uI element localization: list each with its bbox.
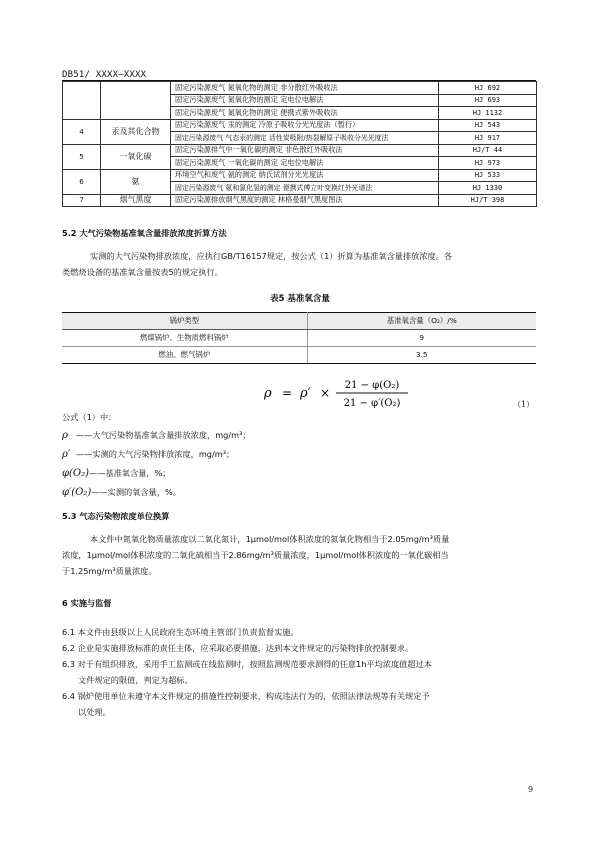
section-5-2-para-line2: 类燃烧设备的基准氧含量按表5的规定执行。 — [62, 267, 223, 277]
formula-numerator: 21 − φ(O₂) — [344, 380, 400, 391]
table-row — [63, 82, 537, 95]
legend-item — [62, 449, 234, 460]
pollutant-name: 汞及其化合物 — [101, 119, 171, 144]
standard-number: HJ 692 — [439, 82, 537, 95]
legend-symbol: ρ′ — [62, 449, 71, 460]
method-name: 固定污染源废气 氮氧化物的测定 便携式紫外吸收法 — [171, 107, 439, 120]
row-number: 7 — [63, 194, 101, 207]
table-row — [63, 119, 537, 132]
row-number: 6 — [63, 169, 101, 194]
test-methods-table — [62, 81, 537, 207]
method-name: 环境空气和废气 氨的测定 纳氏试剂分光光度法 — [171, 169, 439, 182]
section-6-title: 6 实施与监督 — [62, 598, 112, 608]
legend-item — [62, 487, 181, 498]
legend-item — [62, 430, 251, 441]
pollutant-name — [101, 82, 171, 120]
table-row — [63, 144, 537, 157]
row-number: 5 — [63, 144, 101, 169]
boiler-type: 燃油、燃气锅炉 — [62, 347, 307, 364]
section-5-3-line2: 浓度，1μmol/mol体积浓度的二氧化硫相当于2.86mg/m³质量浓度，1μmol/mol体积浓度的一氧化碳相当 — [62, 550, 449, 560]
pollutant-name: 氨 — [101, 169, 171, 194]
table-header-row — [62, 313, 536, 330]
pollutant-name: 烟气黑度 — [101, 194, 171, 207]
standard-number: HJ/T 44 — [439, 144, 537, 157]
standard-number: HJ 917 — [439, 132, 537, 145]
clause-6-4-line2: 以处理。 — [78, 707, 111, 717]
clause-6-3-line1: 6.3 对于有组织排放，采用手工监测或在线监测时，按照监测规范要求测得的任意1h平均浓度值超过本 — [62, 659, 432, 669]
section-5-3-line3: 于1.25mg/m³质量浓度。 — [62, 566, 157, 576]
standard-number: HJ 533 — [439, 169, 537, 182]
legend-text: ——实测的大气污染物排放浓度，mg/m³； — [76, 449, 235, 459]
clause-6-3-line2: 文件规定的限值，判定为超标。 — [78, 675, 193, 685]
table-5-caption: 表5 基准氧含量 — [270, 294, 330, 304]
formula-times: × — [320, 386, 331, 400]
legend-symbol: φ(O₂) — [62, 468, 90, 479]
method-name: 固定污染源排气中一氧化碳的测定 非色散红外吸收法 — [171, 144, 439, 157]
standard-number: HJ 973 — [439, 157, 537, 170]
section-5-3-title: 5.3 气态污染物浓度单位换算 — [62, 511, 170, 521]
section-5-2-para-line1: 实测的大气污染物排放浓度，应执行GB/T16157规定，按公式（1）折算为基准氧含量排放浓度。各 — [90, 251, 453, 261]
method-name: 固定污染源废气 气态汞的测定 活性炭吸附/热裂解原子吸收分光光度法 — [171, 132, 439, 145]
column-header-oxygen-content: 基准氧含量（O₂）/% — [307, 313, 536, 330]
section-5-2-title: 5.2 大气污染物基准氧含量排放浓度折算方法 — [62, 228, 227, 238]
legend-item — [62, 468, 170, 479]
formula-legend-intro: 公式（1）中： — [62, 412, 117, 422]
column-header-boiler-type: 锅炉类型 — [62, 313, 307, 330]
section-5-3-line1: 本文件中氮氧化物质量浓度以二氧化氮计，1μmol/mol体积浓度的氮氧化物相当于2.05mg/m³质量 — [90, 534, 450, 544]
formula-rho-prime: ρ′ — [300, 386, 311, 401]
method-name: 固定污染源废气 氨和氯化氢的测定 便携式傅立叶变换红外光谱法 — [171, 182, 439, 195]
standard-number: HJ 693 — [439, 94, 537, 107]
pollutant-name: 一氧化碳 — [101, 144, 171, 169]
standard-number: HJ 1132 — [439, 107, 537, 120]
clause-6-1: 6.1 本文件由县级以上人民政府生态环境主管部门负责监督实施。 — [62, 627, 299, 637]
row-number: 4 — [63, 119, 101, 144]
formula-denominator: 21 − φ′(O₂) — [343, 398, 401, 409]
formula-lhs: ρ — [264, 386, 272, 401]
clause-6-4-line1: 6.4 锅炉使用单位未遵守本文件规定的措施性控制要求，构成违法行为的，依照法律法规等有关规定予 — [62, 691, 430, 701]
formula-number: （1） — [513, 400, 535, 409]
conversion-formula — [262, 374, 462, 414]
table-row — [63, 194, 537, 207]
boiler-type: 燃煤锅炉、生物质燃料锅炉 — [62, 330, 307, 347]
method-name: 固定污染源废气 氮氧化物的测定 非分散红外吸收法 — [171, 82, 439, 95]
oxygen-value: 3.5 — [307, 347, 536, 364]
row-number — [63, 82, 101, 120]
table-row — [62, 330, 536, 347]
legend-symbol: φ′(O₂) — [62, 487, 92, 498]
document-code: DB51/ XXXX—XXXX — [62, 70, 147, 80]
legend-text: ——基准氧含量，%； — [89, 468, 171, 478]
table-row — [62, 347, 536, 364]
standard-number: HJ 1330 — [439, 182, 537, 195]
legend-text: ——实测的氧含量，%。 — [91, 487, 181, 497]
standard-number: HJ/T 398 — [439, 194, 537, 207]
standard-number: HJ 543 — [439, 119, 537, 132]
page-number: 9 — [528, 785, 534, 794]
method-name: 固定污染源废气 一氧化碳的测定 定电位电解法 — [171, 157, 439, 170]
table-5-reference-oxygen — [62, 312, 536, 364]
method-name: 固定污染源废气 汞的测定 冷原子吸收分光光度法（暂行） — [171, 119, 439, 132]
method-name: 固定污染源排放烟气黑度的测定 林格曼烟气黑度图法 — [171, 194, 439, 207]
clause-6-2: 6.2 企业是实施排放标准的责任主体，应采取必要措施，达到本文件规定的污染物排放控制要求。 — [62, 643, 414, 653]
oxygen-value: 9 — [307, 330, 536, 347]
legend-symbol: ρ — [62, 430, 68, 441]
method-name: 固定污染源废气 氮氧化物的测定 定电位电解法 — [171, 94, 439, 107]
table-row — [63, 169, 537, 182]
formula-equals: = — [282, 386, 293, 400]
legend-text: ——大气污染物基准氧含量排放浓度，mg/m³； — [76, 430, 251, 440]
